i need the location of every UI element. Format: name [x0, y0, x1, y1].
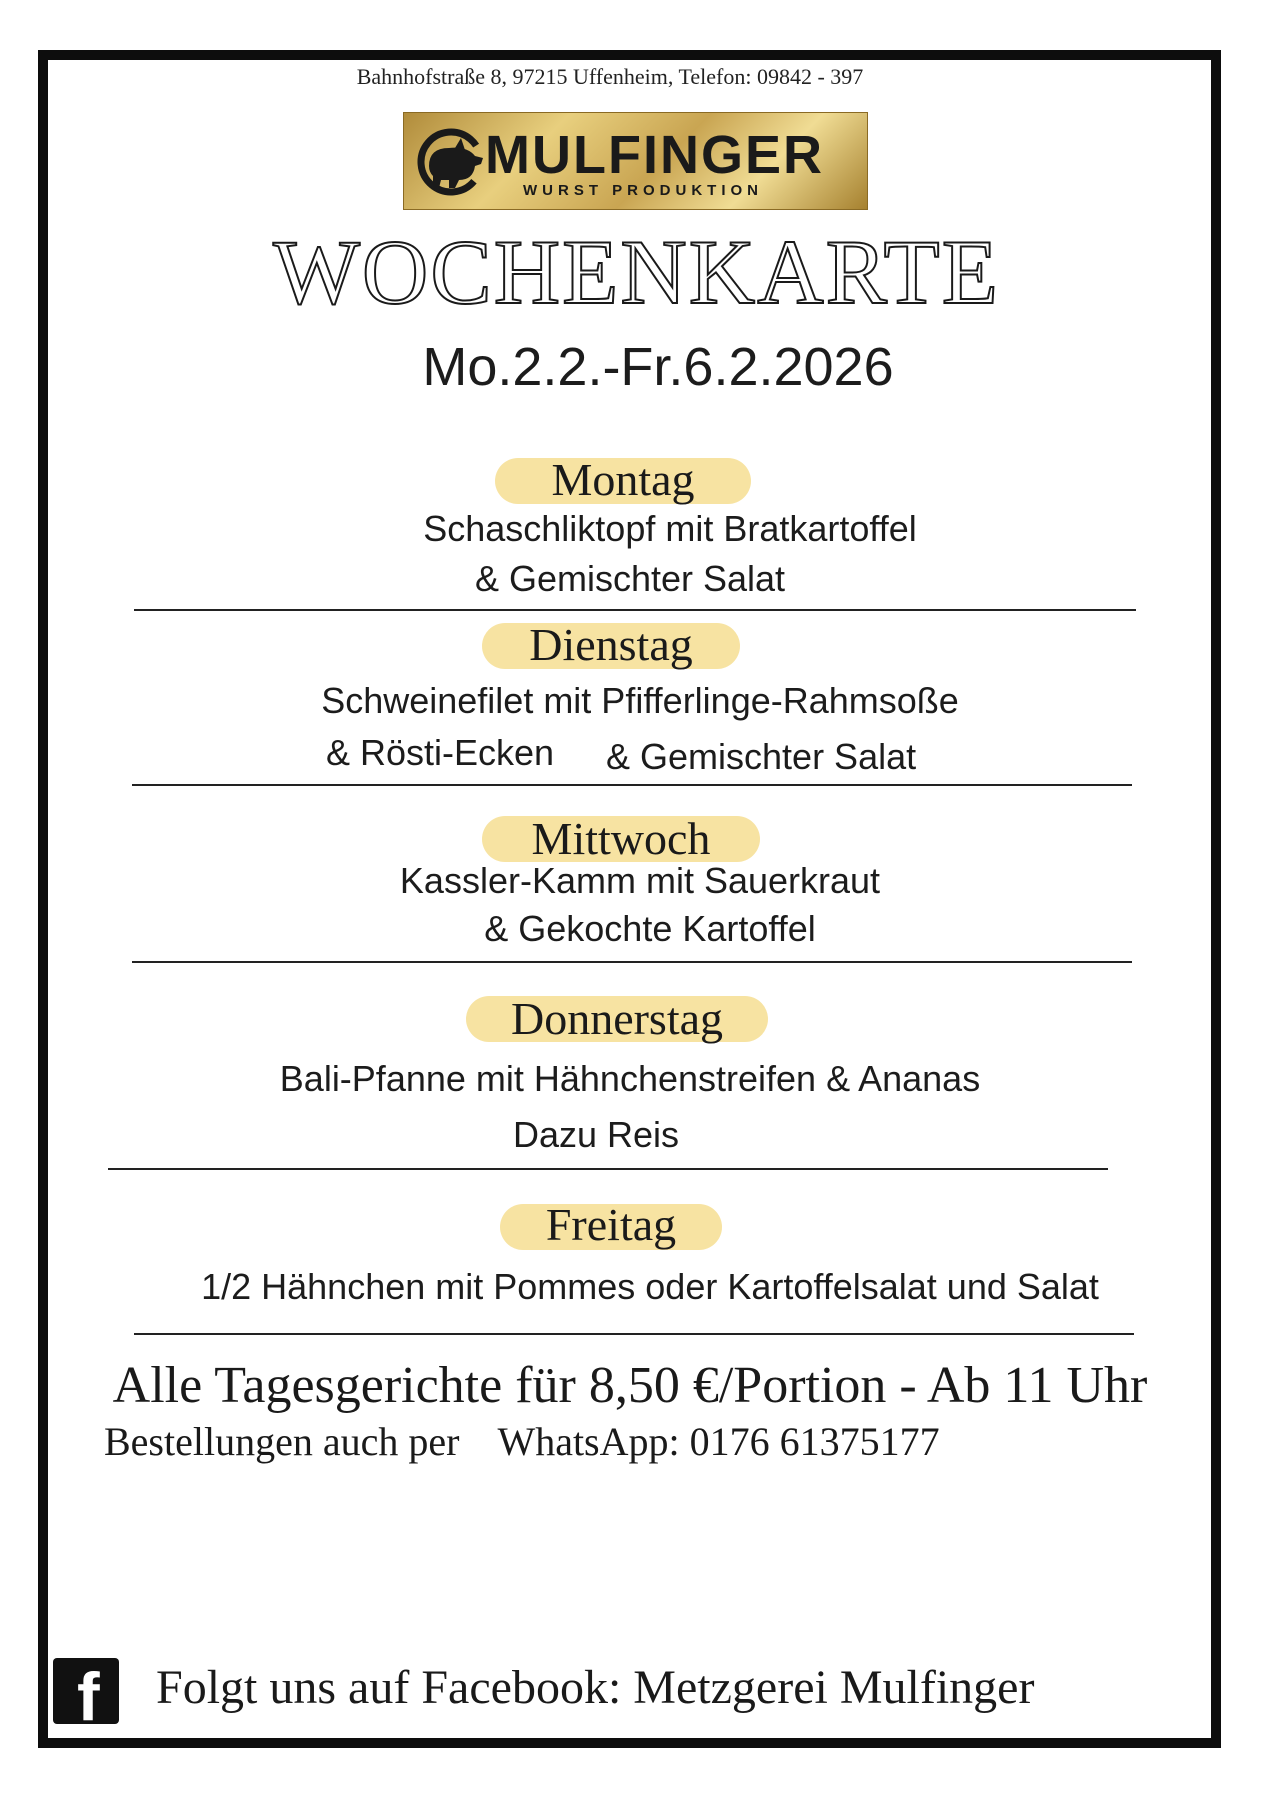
dish-line: Bali-Pfanne mit Hähnchenstreifen & Ananas: [279, 1058, 981, 1099]
day-heading-freitag: Freitag: [545, 1199, 677, 1250]
brand-logo: [403, 112, 868, 210]
divider: [132, 784, 1132, 786]
logo-name: MULFINGER: [485, 125, 824, 185]
address-line: Bahnhofstraße 8, 97215 Uffenheim, Telefon: 09842 - 397: [356, 64, 864, 89]
whatsapp-number[interactable]: WhatsApp: 0176 61375177: [497, 1419, 940, 1464]
dish-line: Kassler-Kamm mit Sauerkraut: [399, 860, 881, 901]
dish-line: Schweinefilet mit Pfifferlinge-Rahmsoße: [321, 680, 959, 721]
order-note: [104, 1418, 940, 1465]
logo-subtitle: WURST PRODUKTION: [523, 182, 763, 199]
price-note: Alle Tagesgerichte für 8,50 €/Portion - Ab 11 Uhr: [112, 1357, 1148, 1414]
dish-line: Dazu Reis: [512, 1114, 680, 1155]
dish-line: & Gekochte Kartoffel: [484, 908, 816, 949]
dish-line: & Gemischter Salat: [606, 736, 917, 777]
date-range: Mo.2.2.-Fr.6.2.2026: [422, 337, 894, 397]
day-heading-donnerstag: Donnerstag: [510, 993, 724, 1044]
divider: [132, 961, 1132, 963]
dish-line: & Rösti-Ecken: [326, 732, 555, 773]
day-heading-montag: Montag: [551, 454, 695, 505]
dish-line: Schaschliktopf mit Bratkartoffel: [423, 508, 917, 549]
divider: [134, 609, 1136, 611]
day-heading-mittwoch: Mittwoch: [531, 813, 711, 864]
dish-line: 1/2 Hähnchen mit Pommes oder Kartoffelsalat und Salat: [201, 1266, 1099, 1307]
facebook-f-glyph: f: [77, 1659, 100, 1735]
divider: [134, 1333, 1134, 1335]
facebook-icon[interactable]: [53, 1658, 119, 1735]
divider: [108, 1168, 1108, 1170]
facebook-follow-text[interactable]: Folgt uns auf Facebook: Metzgerei Mulfinger: [156, 1661, 1035, 1714]
page-title: WOCHENKARTE: [273, 221, 1000, 323]
order-label: Bestellungen auch per: [104, 1419, 460, 1464]
dish-line: & Gemischter Salat: [474, 558, 786, 599]
day-heading-dienstag: Dienstag: [529, 619, 693, 670]
